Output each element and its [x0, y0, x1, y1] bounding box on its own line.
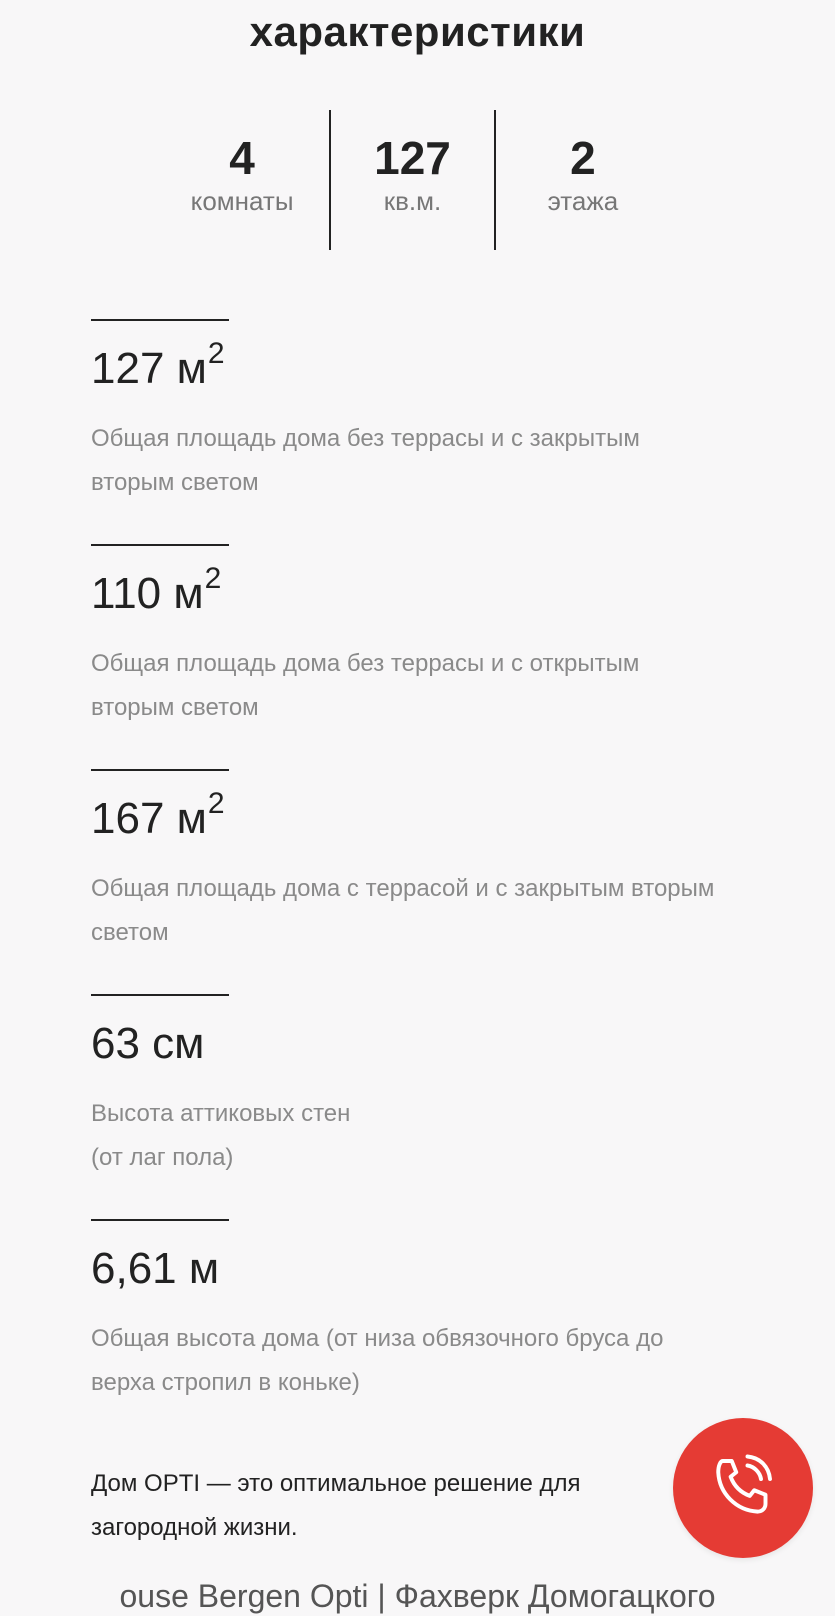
spec-value-sup: 2 — [207, 337, 225, 371]
spec-value-text: 127 м — [91, 344, 207, 393]
spec-value — [91, 787, 225, 847]
stat-rooms — [155, 110, 329, 250]
page-title: характеристики — [249, 8, 586, 55]
spec-item — [91, 769, 771, 994]
spec-description: Общая площадь дома без террасы и с открытым вторым светом — [91, 650, 640, 721]
spec-value-sup: 2 — [207, 787, 225, 821]
stat-value: 2 — [570, 132, 596, 184]
stat-label: кв.м. — [383, 186, 442, 216]
spec-divider — [91, 319, 229, 321]
spec-divider — [91, 994, 229, 996]
spec-description: Высота аттиковых стен (от лаг пола) — [91, 1100, 351, 1171]
specs-list — [91, 319, 771, 1444]
spec-divider — [91, 1219, 229, 1221]
spec-description: Общая высота дома (от низа обвязочного бруса до верха стропил в коньке) — [91, 1325, 664, 1396]
spec-value-text: 6,61 м — [91, 1244, 220, 1293]
intro-text: Дом OPTI — это оптимальное решение для загородной жизни. — [91, 1470, 581, 1541]
spec-divider — [91, 544, 229, 546]
spec-value-sup: 2 — [204, 562, 222, 596]
spec-value — [91, 562, 222, 622]
spec-value — [91, 1241, 220, 1297]
stat-value: 4 — [229, 132, 255, 184]
spec-item — [91, 1219, 771, 1444]
spec-value — [91, 337, 225, 397]
stat-floors — [496, 110, 670, 250]
stat-value: 127 — [374, 132, 451, 184]
spec-description: Общая площадь дома с террасой и с закрытым вторым светом — [91, 875, 715, 946]
phone-ringing-icon — [707, 1452, 779, 1524]
spec-item — [91, 994, 771, 1219]
spec-divider — [91, 769, 229, 771]
stat-area — [329, 110, 496, 250]
footer-title-partial: ouse Bergen Opti | Фахверк Домогацкого — [119, 1578, 716, 1614]
spec-item — [91, 319, 771, 544]
spec-item — [91, 544, 771, 769]
call-button[interactable] — [673, 1418, 813, 1558]
stat-label: этажа — [547, 186, 619, 216]
spec-value — [91, 1016, 205, 1072]
spec-value-text: 63 см — [91, 1019, 205, 1068]
spec-value-text: 167 м — [91, 794, 207, 843]
spec-value-text: 110 м — [91, 569, 204, 618]
stats-row — [155, 110, 670, 250]
stat-label: комнаты — [190, 186, 294, 216]
spec-description: Общая площадь дома без террасы и с закрытым вторым светом — [91, 425, 640, 496]
